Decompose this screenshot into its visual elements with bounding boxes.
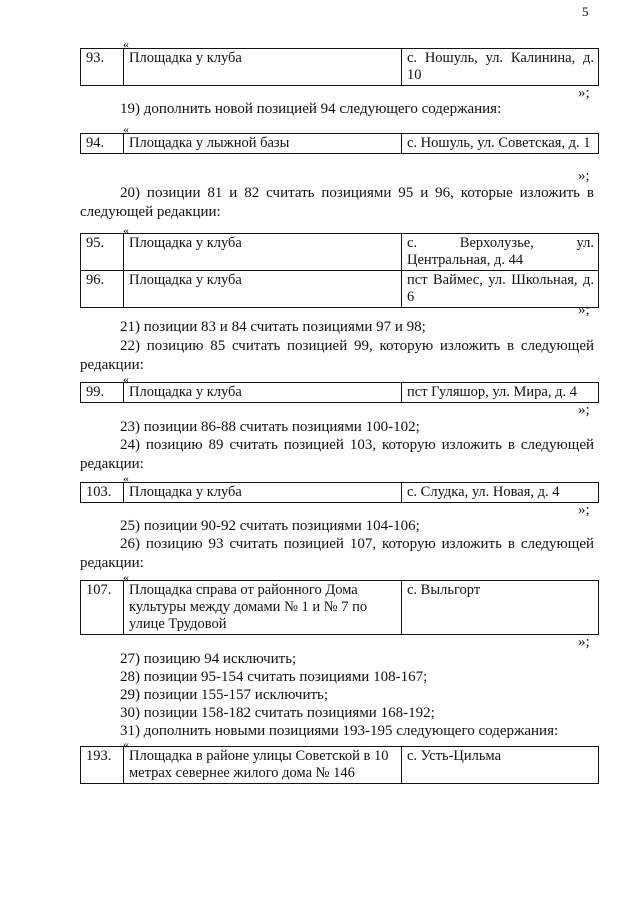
site-name: Площадка у клуба [124,383,402,403]
site-name: Площадка у клуба [124,271,402,308]
amendment-item: 25) позиции 90-92 считать позициями 104-106; [120,518,420,534]
table-row [81,483,599,503]
site-address: с. Верхолузье, ул. Центральная, д. 44 [402,234,599,271]
site-name: Площадка в районе улицы Советской в 10 метрах севернее жилого дома № 146 [124,747,402,784]
site-address: с. Усть-Цильма [402,747,599,784]
amendment-item: 23) позиции 86-88 считать позициями 100-102; [120,419,420,435]
page-number: 5 [582,4,589,19]
opening-quote: « [123,223,129,237]
position-number: 95. [81,234,124,271]
site-address: с. Ношуль, ул. Калинина, д. 10 [402,49,599,86]
opening-quote: « [123,37,129,51]
opening-quote: « [123,122,129,136]
amendment-item: 26) позицию 93 считать позицией 107, которую изложить в следующей редакции: [80,536,594,571]
closing-mark: »; [578,634,590,650]
amendment-item: 19) дополнить новой позицией 94 следующего содержания: [120,101,502,117]
site-address: с. Ношуль, ул. Советская, д. 1 [402,134,599,154]
positions-table [80,580,599,635]
position-number: 103. [81,483,124,503]
position-number: 94. [81,134,124,154]
table-row [81,49,599,86]
site-name: Площадка у клуба [124,49,402,86]
amendment-item: 30) позиции 158-182 считать позициями 168-192; [120,705,435,721]
table-row [81,747,599,784]
amendment-item: 27) позицию 94 исключить; [120,651,297,667]
amendment-item: 29) позиции 155-157 исключить; [120,687,329,703]
position-number: 96. [81,271,124,308]
closing-mark: »; [578,502,590,518]
site-name: Площадка у лыжной базы [124,134,402,154]
positions-table [80,133,599,154]
site-name: Площадка у клуба [124,234,402,271]
table-row [81,271,599,308]
positions-table [80,482,599,503]
opening-quote: « [123,737,129,751]
site-name: Площадка у клуба [124,483,402,503]
position-number: 107. [81,581,124,635]
position-number: 93. [81,49,124,86]
amendment-item: 21) позиции 83 и 84 считать позициями 97 и 98; [120,319,426,335]
positions-table [80,48,599,86]
closing-mark: »; [578,302,590,318]
site-address: пст Гуляшор, ул. Мира, д. 4 [402,383,599,403]
amendment-item: 22) позицию 85 считать позицией 99, которую изложить в следующей редакции: [80,338,594,373]
position-number: 193. [81,747,124,784]
opening-quote: « [123,471,129,485]
positions-table [80,233,599,308]
closing-mark: »; [578,168,590,184]
amendment-item: 31) дополнить новыми позициями 193-195 следующего содержания: [120,723,559,739]
amendment-item: 24) позицию 89 считать позицией 103, которую изложить в следующей редакции: [80,437,594,472]
position-number: 99. [81,383,124,403]
site-address: с. Слудка, ул. Новая, д. 4 [402,483,599,503]
table-row [81,383,599,403]
positions-table [80,382,599,403]
table-row [81,581,599,635]
site-address: с. Выльгорт [402,581,599,635]
table-row [81,234,599,271]
amendment-item: 20) позиции 81 и 82 считать позициями 95 и 96, которые изложить в следующей редакции: [80,185,594,220]
opening-quote: « [123,570,129,584]
site-address: пст Ваймес, ул. Школьная, д. 6 [402,271,599,308]
closing-mark: »; [578,402,590,418]
site-name: Площадка справа от районного Дома культуры между домами № 1 и № 7 по улице Трудовой [124,581,402,635]
opening-quote: « [123,372,129,386]
amendment-item: 28) позиции 95-154 считать позициями 108-167; [120,669,428,685]
closing-mark: »; [578,85,590,101]
table-row [81,134,599,154]
positions-table [80,746,599,784]
